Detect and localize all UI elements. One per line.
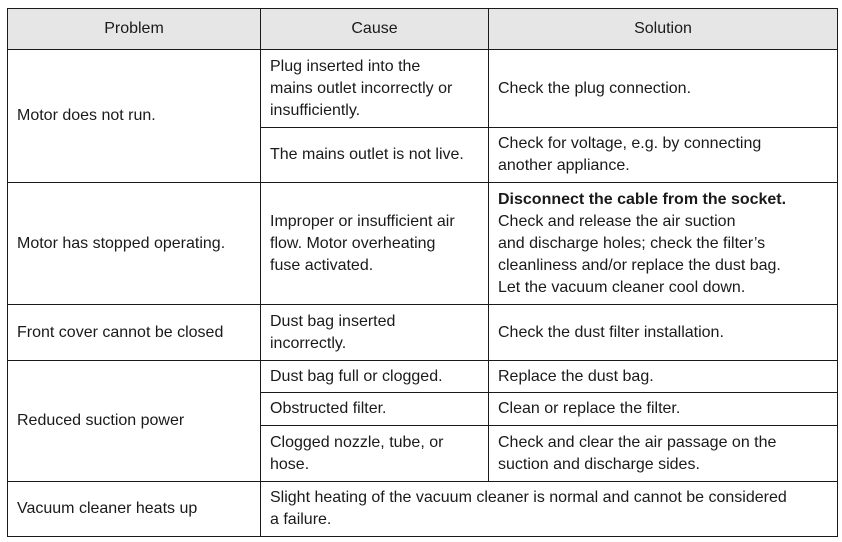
merged-line: a failure.	[270, 511, 332, 528]
solution-line: Let the vacuum cleaner cool down.	[498, 278, 746, 296]
solution-line: and discharge holes; check the filter’s	[498, 234, 766, 252]
solution-cell	[489, 183, 838, 305]
cause-cell	[261, 426, 489, 482]
troubleshooting-table	[7, 8, 838, 537]
header-solution: Solution	[489, 9, 838, 50]
solution-cell	[489, 393, 838, 426]
cause-line: Dust bag inserted	[270, 312, 396, 330]
cause-line: Obstructed filter.	[270, 400, 387, 417]
cause-line: insufficiently.	[270, 101, 361, 119]
cause-line: flow. Motor overheating	[270, 234, 436, 252]
table-row	[8, 50, 838, 128]
cause-line: mains outlet incorrectly or	[270, 79, 453, 97]
solution-line: Replace the dust bag.	[498, 367, 654, 385]
cause-cell	[261, 50, 489, 128]
solution-line: cleanliness and/or replace the dust bag.	[498, 256, 781, 274]
solution-line: Check and release the air suction	[498, 212, 736, 230]
cause-cell	[261, 305, 489, 361]
cause-line: Clogged nozzle, tube, or	[270, 433, 444, 451]
solution-line: Check the plug connection.	[498, 79, 692, 97]
solution-line: suction and discharge sides.	[498, 455, 700, 473]
solution-cell	[489, 361, 838, 393]
table-row	[8, 305, 838, 361]
cause-line: Dust bag full or clogged.	[270, 367, 443, 385]
problem-cell: Reduced suction power	[8, 361, 261, 482]
table-row	[8, 361, 838, 393]
cause-cell	[261, 393, 489, 426]
solution-cell	[489, 128, 838, 183]
cause-cell	[261, 183, 489, 305]
problem-cell: Motor has stopped operating.	[8, 183, 261, 305]
solution-cell	[489, 50, 838, 128]
table-row	[8, 183, 838, 305]
cause-cell	[261, 128, 489, 183]
cause-cell	[261, 361, 489, 393]
solution-line: Check and clear the air passage on the	[498, 433, 777, 451]
header-problem: Problem	[8, 9, 261, 50]
table-row	[8, 482, 838, 537]
problem-cell: Front cover cannot be closed	[8, 305, 261, 361]
cause-line: Improper or insufficient air	[270, 212, 455, 230]
solution-line: Check the dust filter installation.	[498, 323, 724, 341]
solution-cell	[489, 426, 838, 482]
merged-cause-solution-cell	[261, 482, 838, 537]
problem-cell: Vacuum cleaner heats up	[8, 482, 261, 537]
solution-line: Clean or replace the filter.	[498, 400, 681, 417]
merged-line: Slight heating of the vacuum cleaner is normal and cannot be considered	[270, 489, 787, 506]
solution-warning: Disconnect the cable from the socket.	[498, 190, 787, 208]
problem-cell: Motor does not run.	[8, 50, 261, 183]
header-cause: Cause	[261, 9, 489, 50]
cause-line: incorrectly.	[270, 334, 347, 352]
solution-line: another appliance.	[498, 157, 630, 174]
cause-line: hose.	[270, 455, 310, 473]
cause-line: The mains outlet is not live.	[270, 146, 464, 163]
solution-cell	[489, 305, 838, 361]
solution-line: Check for voltage, e.g. by connecting	[498, 135, 762, 152]
cause-line: Plug inserted into the	[270, 57, 421, 75]
table-header-row	[8, 9, 838, 50]
cause-line: fuse activated.	[270, 256, 374, 274]
